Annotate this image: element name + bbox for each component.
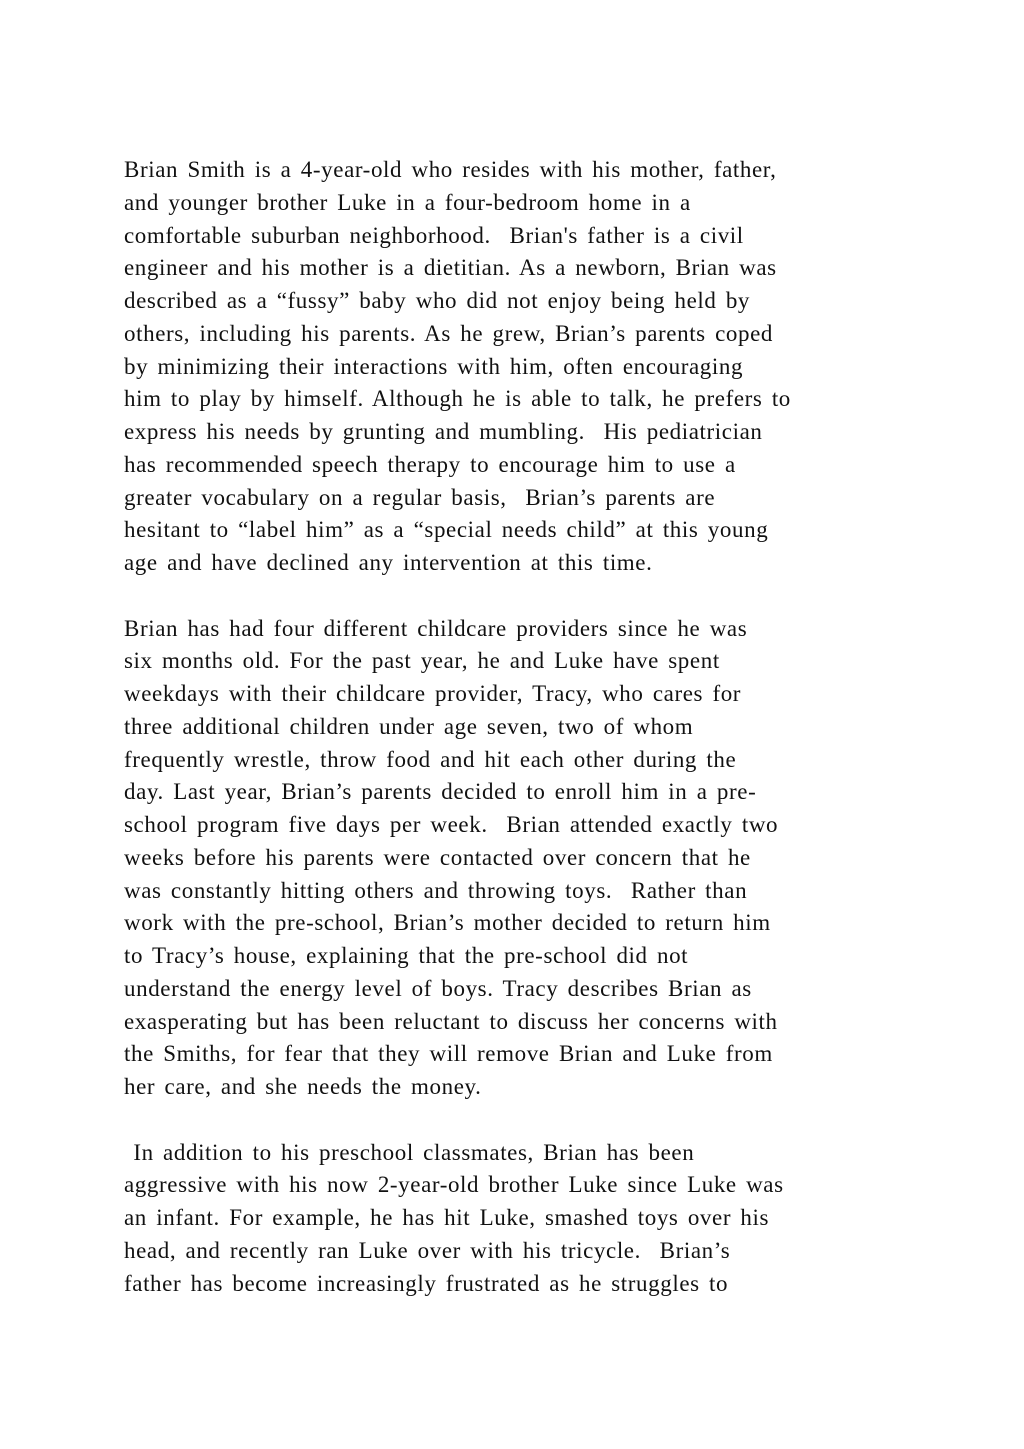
paragraph-2 (124, 613, 924, 1104)
text-line: father has become increasingly frustrated as he struggles to (124, 1270, 729, 1296)
text-line: the Smiths, for fear that they will remove Brian and Luke from (124, 1041, 773, 1067)
text-line: and younger brother Luke in a four-bedroom home in a (124, 189, 691, 215)
text-line: him to play by himself. Although he is able to talk, he prefers to (124, 386, 791, 412)
text-line: greater vocabulary on a regular basis, Brian’s parents are (124, 484, 716, 510)
text-line: work with the pre-school, Brian’s mother decided to return him (124, 910, 771, 936)
paragraph-1 (124, 154, 924, 580)
text-line: aggressive with his now 2-year-old brother Luke since Luke was (124, 1172, 784, 1198)
text-line: Brian Smith is a 4-year-old who resides with his mother, father, (124, 157, 777, 182)
text-line: understand the energy level of boys. Tracy describes Brian as (124, 975, 752, 1001)
text-line: In addition to his preschool classmates, Brian has been (124, 1139, 695, 1165)
text-line: Brian has had four different childcare providers since he was (124, 615, 748, 641)
text-line: others, including his parents. As he grew, Brian’s parents coped (124, 320, 774, 346)
text-line: day. Last year, Brian’s parents decided to enroll him in a pre- (124, 779, 757, 805)
text-line: express his needs by grunting and mumbling. His pediatrician (124, 419, 763, 444)
paragraph-gap (124, 580, 924, 613)
text-line: engineer and his mother is a dietitian. As a newborn, Brian was (124, 255, 777, 281)
text-line: was constantly hitting others and throwing toys. Rather than (124, 877, 748, 903)
text-line: three additional children under age seven, two of whom (124, 713, 694, 739)
text-line: an infant. For example, he has hit Luke, smashed toys over his (124, 1205, 770, 1230)
text-line: her care, and she needs the money. (124, 1074, 482, 1099)
text-line: has recommended speech therapy to encourage him to use a (124, 451, 736, 477)
text-line: exasperating but has been reluctant to discuss her concerns with (124, 1008, 778, 1034)
text-line: head, and recently ran Luke over with his tricycle. Brian’s (124, 1237, 731, 1263)
text-line: six months old. For the past year, he and Luke have spent (124, 648, 720, 674)
text-line: school program five days per week. Brian attended exactly two (124, 812, 779, 837)
text-line: comfortable suburban neighborhood. Brian's father is a civil (124, 222, 744, 248)
document-body (124, 154, 924, 1300)
text-line: described as a “fussy” baby who did not enjoy being held by (124, 288, 751, 313)
text-line: age and have declined any intervention at this time. (124, 550, 653, 575)
text-line: weeks before his parents were contacted over concern that he (124, 844, 751, 870)
text-line: frequently wrestle, throw food and hit each other during the (124, 746, 737, 772)
text-line: to Tracy’s house, explaining that the pre-school did not (124, 943, 689, 968)
paragraph-gap (124, 1104, 924, 1137)
text-line: hesitant to “label him” as a “special needs child” at this young (124, 517, 769, 543)
text-line: by minimizing their interactions with him, often encouraging (124, 353, 744, 379)
text-line: weekdays with their childcare provider, Tracy, who cares for (124, 681, 742, 706)
paragraph-3 (124, 1137, 924, 1301)
